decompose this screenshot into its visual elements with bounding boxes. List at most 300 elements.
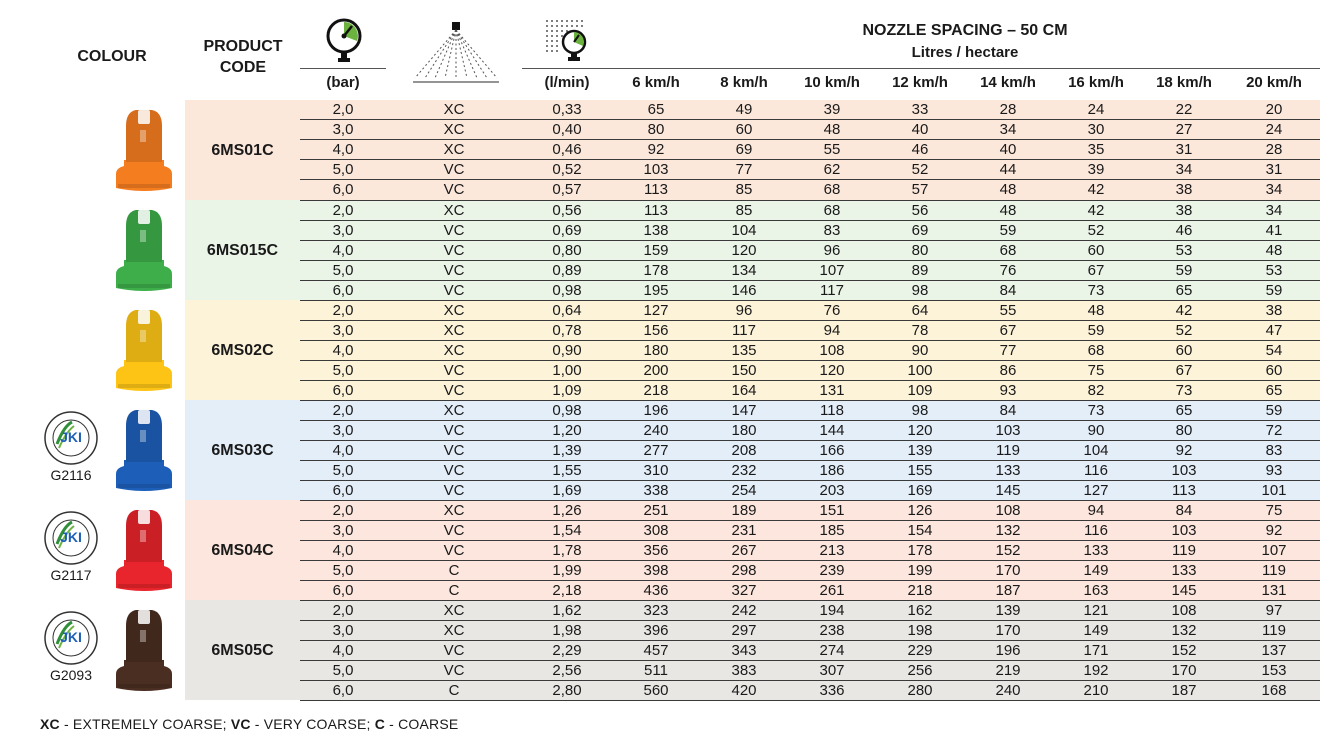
rate-20kmh-cell: 34 [1228, 200, 1320, 220]
legend-abbr: C [374, 716, 386, 732]
table-row [40, 400, 1320, 420]
rate-20kmh-cell: 54 [1228, 340, 1320, 360]
flow-cell: 2,56 [522, 660, 612, 680]
rate-8kmh-cell: 135 [700, 340, 788, 360]
rate-20kmh-cell: 131 [1228, 580, 1320, 600]
rate-12kmh-cell: 139 [876, 440, 964, 460]
table-row [40, 500, 1320, 520]
rate-18kmh-cell: 67 [1140, 360, 1228, 380]
rate-12kmh-cell: 256 [876, 660, 964, 680]
rate-10kmh-cell: 238 [788, 620, 876, 640]
rate-8kmh-cell: 267 [700, 540, 788, 560]
rate-14kmh-cell: 139 [964, 600, 1052, 620]
rate-18kmh-cell: 38 [1140, 180, 1228, 200]
rate-20kmh-cell: 101 [1228, 480, 1320, 500]
rate-14kmh-cell: 76 [964, 260, 1052, 280]
rate-8kmh-cell: 69 [700, 140, 788, 160]
unit-6kmh: 6 km/h [632, 74, 680, 91]
flow-cell: 0,80 [522, 240, 612, 260]
rate-18kmh-cell: 133 [1140, 560, 1228, 580]
rate-6kmh-cell: 113 [612, 200, 700, 220]
rate-16kmh-cell: 192 [1052, 660, 1140, 680]
rate-8kmh-cell: 208 [700, 440, 788, 460]
rate-6kmh-cell: 338 [612, 480, 700, 500]
legend [40, 716, 458, 732]
droplet-class-cell: VC [386, 380, 522, 400]
rate-10kmh-cell: 68 [788, 200, 876, 220]
rate-20kmh-cell: 119 [1228, 620, 1320, 640]
rate-16kmh-cell: 94 [1052, 500, 1140, 520]
flow-cell: 0,89 [522, 260, 612, 280]
rate-16kmh-cell: 35 [1052, 140, 1140, 160]
rate-20kmh-cell: 38 [1228, 300, 1320, 320]
nozzle-spacing-title: NOZZLE SPACING – 50 CM [862, 22, 1068, 39]
flow-cell: 0,56 [522, 200, 612, 220]
rate-10kmh-cell: 68 [788, 180, 876, 200]
pressure-cell: 4,0 [300, 440, 386, 460]
rate-14kmh-cell: 84 [964, 280, 1052, 300]
rate-10kmh-cell: 108 [788, 340, 876, 360]
rate-8kmh-cell: 297 [700, 620, 788, 640]
pressure-cell: 4,0 [300, 140, 386, 160]
rate-8kmh-cell: 147 [700, 400, 788, 420]
rate-20kmh-cell: 53 [1228, 260, 1320, 280]
rate-12kmh-cell: 64 [876, 300, 964, 320]
rate-12kmh-cell: 90 [876, 340, 964, 360]
product-code-cell: 6MS05C [185, 600, 300, 700]
nozzle-icon [112, 304, 176, 394]
certification-logo-text: JKI [60, 529, 82, 545]
droplet-class-cell: XC [386, 140, 522, 160]
rate-20kmh-cell: 137 [1228, 640, 1320, 660]
rate-12kmh-cell: 98 [876, 400, 964, 420]
table-header [0, 0, 1320, 100]
rate-8kmh-cell: 120 [700, 240, 788, 260]
certification-logo-text: JKI [60, 429, 82, 445]
rate-14kmh-cell: 93 [964, 380, 1052, 400]
flow-cell: 0,78 [522, 320, 612, 340]
rate-10kmh-cell: 274 [788, 640, 876, 660]
rate-8kmh-cell: 85 [700, 200, 788, 220]
rate-10kmh-cell: 186 [788, 460, 876, 480]
rate-8kmh-cell: 150 [700, 360, 788, 380]
rate-6kmh-cell: 457 [612, 640, 700, 660]
flow-cell: 1,20 [522, 420, 612, 440]
table-row [40, 200, 1320, 220]
product-code-cell: 6MS02C [185, 300, 300, 400]
droplet-class-cell: XC [386, 300, 522, 320]
rate-6kmh-cell: 159 [612, 240, 700, 260]
rate-6kmh-cell: 138 [612, 220, 700, 240]
rate-10kmh-cell: 76 [788, 300, 876, 320]
rate-20kmh-cell: 31 [1228, 160, 1320, 180]
flow-cell: 0,33 [522, 100, 612, 120]
flow-cell: 1,39 [522, 440, 612, 460]
flow-cell: 0,98 [522, 280, 612, 300]
rate-6kmh-cell: 251 [612, 500, 700, 520]
table-row [40, 300, 1320, 320]
rate-12kmh-cell: 155 [876, 460, 964, 480]
droplet-class-cell: VC [386, 240, 522, 260]
flow-cell: 1,62 [522, 600, 612, 620]
flow-cell: 1,09 [522, 380, 612, 400]
lmin-underline [522, 68, 612, 69]
rate-18kmh-cell: 108 [1140, 600, 1228, 620]
droplet-class-cell: XC [386, 100, 522, 120]
rate-8kmh-cell: 104 [700, 220, 788, 240]
litres-hectare-subtitle: Litres / hectare [911, 44, 1019, 61]
rate-10kmh-cell: 107 [788, 260, 876, 280]
rate-16kmh-cell: 163 [1052, 580, 1140, 600]
rate-10kmh-cell: 117 [788, 280, 876, 300]
rate-18kmh-cell: 65 [1140, 280, 1228, 300]
rate-16kmh-cell: 149 [1052, 560, 1140, 580]
rate-16kmh-cell: 30 [1052, 120, 1140, 140]
rate-8kmh-cell: 85 [700, 180, 788, 200]
rate-18kmh-cell: 38 [1140, 200, 1228, 220]
rate-18kmh-cell: 132 [1140, 620, 1228, 640]
rate-6kmh-cell: 178 [612, 260, 700, 280]
rate-12kmh-cell: 80 [876, 240, 964, 260]
rate-8kmh-cell: 146 [700, 280, 788, 300]
certification-code: G2093 [49, 667, 93, 683]
nozzle-icon [112, 604, 176, 694]
rate-20kmh-cell: 59 [1228, 280, 1320, 300]
rate-16kmh-cell: 42 [1052, 180, 1140, 200]
product-code-cell: 6MS03C [185, 400, 300, 500]
rate-10kmh-cell: 239 [788, 560, 876, 580]
rate-20kmh-cell: 97 [1228, 600, 1320, 620]
rate-20kmh-cell: 168 [1228, 680, 1320, 700]
pressure-cell: 2,0 [300, 200, 386, 220]
droplet-class-cell: VC [386, 660, 522, 680]
rate-12kmh-cell: 154 [876, 520, 964, 540]
pressure-cell: 5,0 [300, 460, 386, 480]
rate-16kmh-cell: 127 [1052, 480, 1140, 500]
rate-8kmh-cell: 60 [700, 120, 788, 140]
rate-12kmh-cell: 162 [876, 600, 964, 620]
unit-20kmh: 20 km/h [1246, 74, 1302, 91]
rate-18kmh-cell: 53 [1140, 240, 1228, 260]
rate-18kmh-cell: 103 [1140, 460, 1228, 480]
rate-16kmh-cell: 68 [1052, 340, 1140, 360]
rate-14kmh-cell: 86 [964, 360, 1052, 380]
nozzle-icon [112, 504, 176, 594]
rate-20kmh-cell: 75 [1228, 500, 1320, 520]
rate-12kmh-cell: 98 [876, 280, 964, 300]
certification-logo-text: JKI [60, 629, 82, 645]
flow-cell: 0,40 [522, 120, 612, 140]
rate-8kmh-cell: 327 [700, 580, 788, 600]
rate-12kmh-cell: 52 [876, 160, 964, 180]
rate-12kmh-cell: 46 [876, 140, 964, 160]
rate-14kmh-cell: 196 [964, 640, 1052, 660]
colour-header: COLOUR [77, 48, 147, 65]
rate-12kmh-cell: 56 [876, 200, 964, 220]
rate-6kmh-cell: 103 [612, 160, 700, 180]
rate-8kmh-cell: 383 [700, 660, 788, 680]
rate-18kmh-cell: 59 [1140, 260, 1228, 280]
pressure-cell: 2,0 [300, 500, 386, 520]
pressure-cell: 3,0 [300, 420, 386, 440]
rate-10kmh-cell: 118 [788, 400, 876, 420]
rate-8kmh-cell: 343 [700, 640, 788, 660]
rate-16kmh-cell: 59 [1052, 320, 1140, 340]
pressure-cell: 3,0 [300, 220, 386, 240]
droplet-class-cell: XC [386, 200, 522, 220]
rate-8kmh-cell: 134 [700, 260, 788, 280]
unit-bar: (bar) [326, 74, 360, 91]
rate-14kmh-cell: 133 [964, 460, 1052, 480]
rate-20kmh-cell: 41 [1228, 220, 1320, 240]
flow-cell: 0,46 [522, 140, 612, 160]
legend-text: - EXTREMELY COARSE; [59, 716, 231, 732]
rate-8kmh-cell: 77 [700, 160, 788, 180]
rate-10kmh-cell: 39 [788, 100, 876, 120]
flow-cell: 0,52 [522, 160, 612, 180]
pressure-cell: 2,0 [300, 600, 386, 620]
rate-16kmh-cell: 42 [1052, 200, 1140, 220]
rate-10kmh-cell: 307 [788, 660, 876, 680]
droplet-class-cell: VC [386, 280, 522, 300]
rate-16kmh-cell: 210 [1052, 680, 1140, 700]
pressure-cell: 6,0 [300, 180, 386, 200]
rate-10kmh-cell: 151 [788, 500, 876, 520]
rate-18kmh-cell: 65 [1140, 400, 1228, 420]
flow-gauge-icon [544, 18, 590, 64]
rate-16kmh-cell: 116 [1052, 520, 1140, 540]
rate-8kmh-cell: 254 [700, 480, 788, 500]
flow-cell: 2,80 [522, 680, 612, 700]
nozzle-icon [112, 204, 176, 294]
rate-18kmh-cell: 60 [1140, 340, 1228, 360]
rate-20kmh-cell: 20 [1228, 100, 1320, 120]
rate-10kmh-cell: 131 [788, 380, 876, 400]
droplet-class-cell: VC [386, 440, 522, 460]
rate-14kmh-cell: 219 [964, 660, 1052, 680]
pressure-cell: 6,0 [300, 680, 386, 700]
pressure-cell: 6,0 [300, 480, 386, 500]
rate-12kmh-cell: 198 [876, 620, 964, 640]
rate-12kmh-cell: 229 [876, 640, 964, 660]
droplet-class-cell: XC [386, 600, 522, 620]
rate-10kmh-cell: 62 [788, 160, 876, 180]
rate-6kmh-cell: 156 [612, 320, 700, 340]
rate-18kmh-cell: 80 [1140, 420, 1228, 440]
droplet-class-cell: C [386, 680, 522, 700]
rate-18kmh-cell: 22 [1140, 100, 1228, 120]
rate-12kmh-cell: 33 [876, 100, 964, 120]
rate-8kmh-cell: 164 [700, 380, 788, 400]
rate-10kmh-cell: 213 [788, 540, 876, 560]
droplet-class-cell: VC [386, 180, 522, 200]
rate-12kmh-cell: 280 [876, 680, 964, 700]
rate-16kmh-cell: 24 [1052, 100, 1140, 120]
rate-14kmh-cell: 84 [964, 400, 1052, 420]
rate-18kmh-cell: 145 [1140, 580, 1228, 600]
rate-10kmh-cell: 55 [788, 140, 876, 160]
rate-6kmh-cell: 113 [612, 180, 700, 200]
colour-swatch [40, 600, 185, 700]
unit-lmin: (l/min) [544, 74, 590, 91]
pressure-cell: 5,0 [300, 160, 386, 180]
rate-10kmh-cell: 83 [788, 220, 876, 240]
product-code-header: PRODUCT CODE [203, 38, 283, 76]
rate-16kmh-cell: 149 [1052, 620, 1140, 640]
rate-14kmh-cell: 103 [964, 420, 1052, 440]
flow-cell: 0,90 [522, 340, 612, 360]
rate-20kmh-cell: 153 [1228, 660, 1320, 680]
droplet-class-cell: XC [386, 620, 522, 640]
rate-14kmh-cell: 187 [964, 580, 1052, 600]
rate-14kmh-cell: 145 [964, 480, 1052, 500]
unit-10kmh: 10 km/h [804, 74, 860, 91]
rate-12kmh-cell: 40 [876, 120, 964, 140]
rate-14kmh-cell: 28 [964, 100, 1052, 120]
rate-16kmh-cell: 90 [1052, 420, 1140, 440]
rate-10kmh-cell: 144 [788, 420, 876, 440]
rate-14kmh-cell: 170 [964, 560, 1052, 580]
rate-12kmh-cell: 100 [876, 360, 964, 380]
pressure-cell: 4,0 [300, 340, 386, 360]
pressure-cell: 4,0 [300, 640, 386, 660]
pressure-cell: 3,0 [300, 620, 386, 640]
rate-20kmh-cell: 93 [1228, 460, 1320, 480]
unit-16kmh: 16 km/h [1068, 74, 1124, 91]
rate-10kmh-cell: 96 [788, 240, 876, 260]
rate-18kmh-cell: 152 [1140, 640, 1228, 660]
rate-6kmh-cell: 180 [612, 340, 700, 360]
pressure-cell: 4,0 [300, 540, 386, 560]
rate-14kmh-cell: 68 [964, 240, 1052, 260]
droplet-class-cell: VC [386, 220, 522, 240]
flow-cell: 0,69 [522, 220, 612, 240]
rate-16kmh-cell: 121 [1052, 600, 1140, 620]
flow-cell: 1,78 [522, 540, 612, 560]
flow-cell: 1,00 [522, 360, 612, 380]
rate-18kmh-cell: 170 [1140, 660, 1228, 680]
rate-14kmh-cell: 67 [964, 320, 1052, 340]
pressure-cell: 3,0 [300, 520, 386, 540]
legend-abbr: VC [230, 716, 251, 732]
rate-14kmh-cell: 152 [964, 540, 1052, 560]
rate-16kmh-cell: 60 [1052, 240, 1140, 260]
table-row [40, 600, 1320, 620]
rate-12kmh-cell: 126 [876, 500, 964, 520]
rate-20kmh-cell: 47 [1228, 320, 1320, 340]
colour-swatch-cell [40, 100, 185, 200]
pressure-cell: 6,0 [300, 580, 386, 600]
product-code-cell: 6MS015C [185, 200, 300, 300]
droplet-class-cell: VC [386, 260, 522, 280]
flow-cell: 1,98 [522, 620, 612, 640]
rate-20kmh-cell: 34 [1228, 180, 1320, 200]
colour-swatch [40, 100, 185, 200]
rate-10kmh-cell: 166 [788, 440, 876, 460]
droplet-class-cell: VC [386, 520, 522, 540]
certification-code: G2117 [50, 567, 92, 583]
rate-16kmh-cell: 133 [1052, 540, 1140, 560]
rate-20kmh-cell: 107 [1228, 540, 1320, 560]
rate-6kmh-cell: 308 [612, 520, 700, 540]
bar-underline [300, 68, 386, 69]
rate-8kmh-cell: 232 [700, 460, 788, 480]
unit-12kmh: 12 km/h [892, 74, 948, 91]
colour-swatch-cell [40, 400, 185, 500]
rate-10kmh-cell: 203 [788, 480, 876, 500]
rate-18kmh-cell: 34 [1140, 160, 1228, 180]
rate-20kmh-cell: 59 [1228, 400, 1320, 420]
rate-20kmh-cell: 83 [1228, 440, 1320, 460]
rate-16kmh-cell: 67 [1052, 260, 1140, 280]
rate-12kmh-cell: 178 [876, 540, 964, 560]
droplet-class-cell: XC [386, 120, 522, 140]
pressure-gauge-icon [324, 18, 364, 64]
rate-10kmh-cell: 194 [788, 600, 876, 620]
rate-16kmh-cell: 48 [1052, 300, 1140, 320]
rate-8kmh-cell: 96 [700, 300, 788, 320]
rate-16kmh-cell: 73 [1052, 400, 1140, 420]
rate-16kmh-cell: 52 [1052, 220, 1140, 240]
rate-14kmh-cell: 48 [964, 180, 1052, 200]
legend-abbr: XC [40, 716, 60, 732]
rate-16kmh-cell: 116 [1052, 460, 1140, 480]
colour-swatch [40, 300, 185, 400]
rate-14kmh-cell: 108 [964, 500, 1052, 520]
unit-14kmh: 14 km/h [980, 74, 1036, 91]
pressure-cell: 5,0 [300, 260, 386, 280]
colour-swatch-cell [40, 600, 185, 700]
product-code-cell: 6MS04C [185, 500, 300, 600]
rate-18kmh-cell: 119 [1140, 540, 1228, 560]
rate-6kmh-cell: 436 [612, 580, 700, 600]
droplet-class-cell: C [386, 560, 522, 580]
rate-6kmh-cell: 80 [612, 120, 700, 140]
flow-cell: 0,57 [522, 180, 612, 200]
rate-12kmh-cell: 69 [876, 220, 964, 240]
legend-text: - VERY COARSE; [250, 716, 375, 732]
rate-20kmh-cell: 60 [1228, 360, 1320, 380]
rate-10kmh-cell: 94 [788, 320, 876, 340]
rate-18kmh-cell: 31 [1140, 140, 1228, 160]
unit-18kmh: 18 km/h [1156, 74, 1212, 91]
rate-18kmh-cell: 42 [1140, 300, 1228, 320]
rate-8kmh-cell: 420 [700, 680, 788, 700]
droplet-class-cell: XC [386, 340, 522, 360]
rate-10kmh-cell: 185 [788, 520, 876, 540]
droplet-class-cell: VC [386, 360, 522, 380]
flow-cell: 1,55 [522, 460, 612, 480]
rate-14kmh-cell: 55 [964, 300, 1052, 320]
rate-20kmh-cell: 92 [1228, 520, 1320, 540]
rate-6kmh-cell: 356 [612, 540, 700, 560]
product-code-cell: 6MS01C [185, 100, 300, 200]
rate-12kmh-cell: 199 [876, 560, 964, 580]
rate-14kmh-cell: 44 [964, 160, 1052, 180]
rate-16kmh-cell: 104 [1052, 440, 1140, 460]
pressure-cell: 4,0 [300, 240, 386, 260]
flow-cell: 0,64 [522, 300, 612, 320]
flow-cell: 0,98 [522, 400, 612, 420]
pressure-cell: 2,0 [300, 400, 386, 420]
droplet-class-cell: VC [386, 640, 522, 660]
rate-18kmh-cell: 113 [1140, 480, 1228, 500]
rate-10kmh-cell: 120 [788, 360, 876, 380]
pressure-cell: 2,0 [300, 300, 386, 320]
rate-6kmh-cell: 560 [612, 680, 700, 700]
droplet-class-cell: VC [386, 480, 522, 500]
pressure-cell: 5,0 [300, 660, 386, 680]
